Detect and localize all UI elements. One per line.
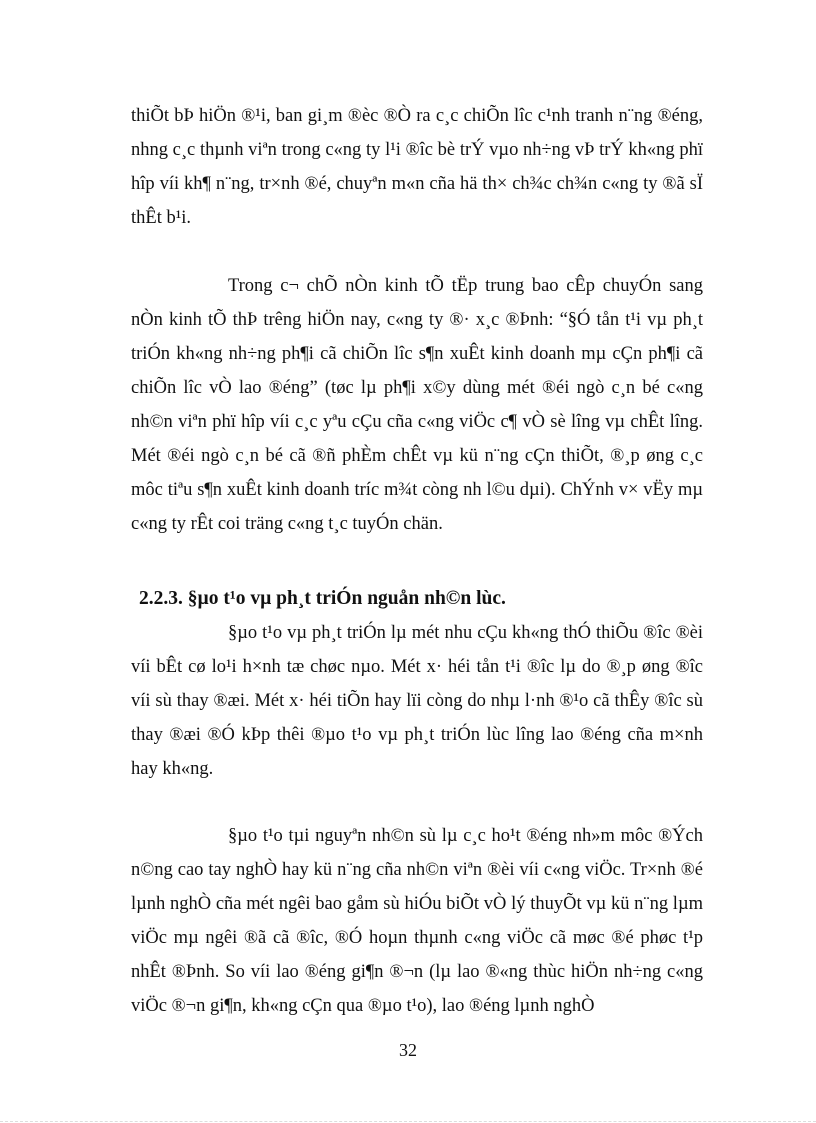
page-bottom-divider [0, 1121, 816, 1122]
page-number: 32 [399, 1040, 417, 1060]
paragraph-3: §µo t¹o vµ ph¸t triÓn lµ mét nhu cÇu kh«ng thÓ thiÕu ®îc ®èi víi bÊt cø lo¹i h×nh tæ chøc nµo. Mét x· héi tån t¹i ®îc lµ do ®¸p øng ®îc víi sù thay ®æi. Mét x· héi tiÕn hay lïi còng do nhµ l·nh ®¹o cã thÊy ®îc sù thay ®æi ®Ó kÞp thêi ®µo t¹o vµ ph¸t triÓn lùc lîng lao ®éng cña m×nh hay kh«ng. [131, 623, 703, 779]
section-heading: 2.2.3. §µo t¹o vµ ph¸t triÓn nguån nh©n lùc. [139, 588, 506, 609]
paragraph-4: §µo t¹o tµi nguyªn nh©n sù lµ c¸c ho¹t ®éng nh»m môc ®Ých n©ng cao tay nghÒ hay kü n¨ng cña nh©n viªn ®èi víi c«ng viÖc. Tr×nh ®é lµnh nghÒ cña mét ngêi bao gåm sù hiÓu biÕt vÒ lý thuyÕt vµ kü n¨ng lµm viÖc mµ ngêi ®ã cã ®îc, ®Ó hoµn thµnh c«ng viÖc cã møc ®é phøc t¹p nhÊt ®Þnh. So víi lao ®éng gi¶n ®¬n (lµ lao ®«ng thùc hiÖn nh÷ng c«ng viÖc ®¬n gi¶n, kh«ng cÇn qua ®µo t¹o), lao ®éng lµnh nghÒ [131, 826, 703, 1016]
paragraph-1: thiÕt bÞ hiÖn ®¹i, ban gi¸m ®èc ®Ò ra c¸c chiÕn lîc c¹nh tranh n¨ng ®éng, nhng c¸c thµnh viªn trong c«ng ty l¹i ®îc bè trÝ vµo nh÷ng vÞ trÝ kh«ng phï hîp víi kh¶ n¨ng, tr×nh ®é, chuyªn m«n cña hä th× ch¾c ch¾n c«ng ty ®ã sÏ thÊt b¹i. [131, 106, 703, 228]
paragraph-2: Trong c¬ chÕ nÒn kinh tÕ tËp trung bao cÊp chuyÓn sang nÒn kinh tÕ thÞ trêng hiÖn nay, c«ng ty ®· x¸c ®Þnh: “§Ó tån t¹i vµ ph¸t triÓn kh«ng nh÷ng ph¶i cã chiÕn lîc s¶n xuÊt kinh doanh mµ cÇn ph¶i cã chiÕn lîc vÒ lao ®éng” (tøc lµ ph¶i x©y dùng mét ®éi ngò c¸n bé c«ng nh©n viªn phï hîp víi c¸c yªu cÇu cña c«ng viÖc c¶ vÒ sè lîng vµ chÊt lîng. Mét ®éi ngò c¸n bé cã ®ñ phÈm chÊt vµ kü n¨ng cÇn thiÕt, ®¸p øng c¸c môc tiªu s¶n xuÊt kinh doanh tríc m¾t còng nh l©u dµi). ChÝnh v× vËy mµ c«ng ty rÊt coi träng c«ng t¸c tuyÓn chän. [131, 276, 703, 534]
